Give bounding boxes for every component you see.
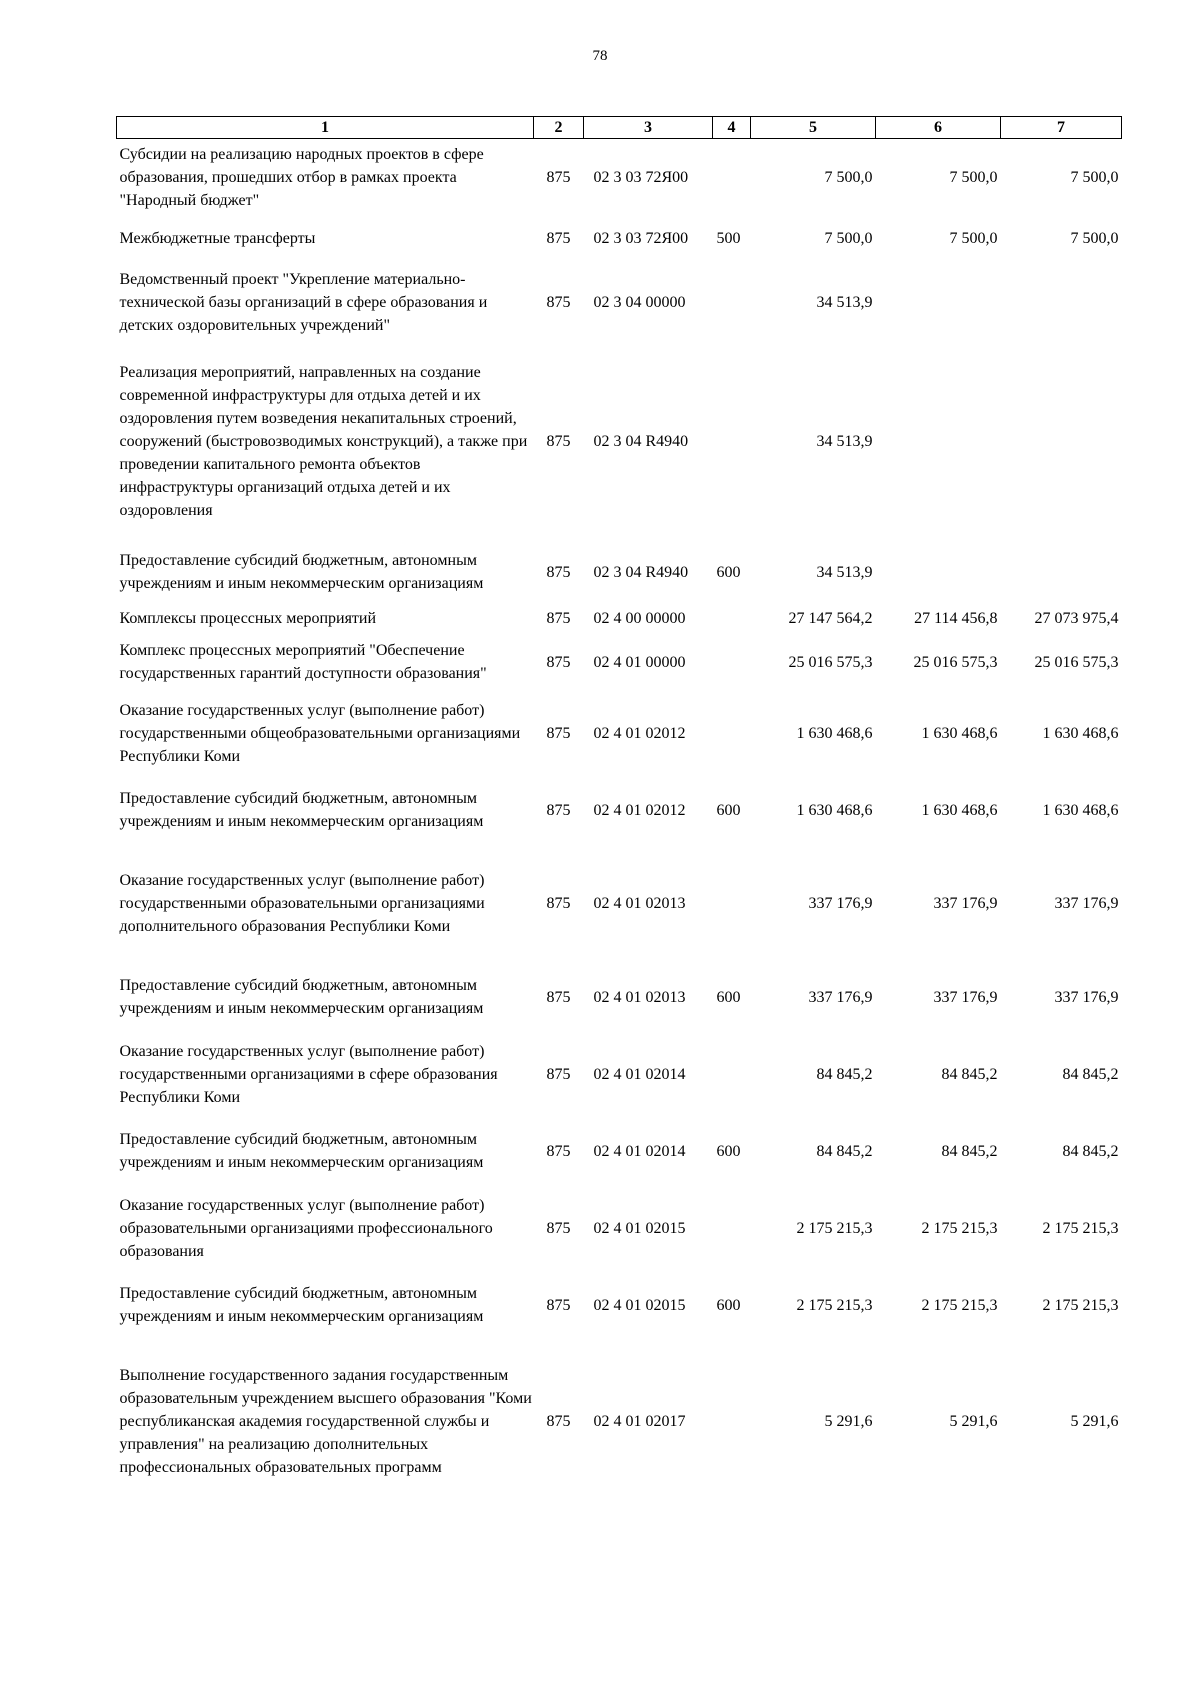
row-value-col6: 1 630 468,6 [921,724,998,742]
table-row [117,1344,1122,1500]
row-expense-type: 600 [716,988,741,1006]
row-name: Предоставление субсидий бюджетным, автономным учреждениям и иным некоммерческим организациям [119,977,484,1017]
row-value-col7: 7 500,0 [1070,169,1119,187]
row-value-col7: 84 845,2 [1062,1142,1119,1160]
row-expense-type [713,139,751,217]
row-target-code: 02 4 01 02012 [593,801,686,819]
header-col-1: 1 [117,117,534,139]
row-target-code: 02 4 01 02014 [593,1142,686,1160]
table-row [117,1113,1122,1190]
header-col-6: 6 [876,117,1001,139]
header-col-5: 5 [751,117,876,139]
row-name: Предоставление субсидий бюджетным, автономным учреждениям и иным некоммерческим организациям [119,1285,484,1325]
row-value-col6 [876,346,1001,538]
row-value-col7 [1001,346,1122,538]
row-value-col5: 1 630 468,6 [796,801,873,819]
row-name: Оказание государственных услуг (выполнение работ) государственными образовательными организациями дополнительного образования Республики Коми [119,872,485,935]
row-value-col6: 337 176,9 [933,988,998,1006]
table-row [117,772,1122,849]
row-value-col7: 1 630 468,6 [1042,724,1119,742]
row-expense-type: 500 [716,229,741,247]
row-name: Ведомственный проект "Укрепление материально-технической базы организаций в сфере образования и детских оздоровительных учреждений" [119,271,488,334]
row-grbs-code: 875 [546,988,571,1006]
table-row [117,260,1122,346]
row-value-col5: 7 500,0 [824,229,873,247]
row-value-col5: 27 147 564,2 [788,609,873,627]
row-value-col5: 34 513,9 [816,433,873,450]
header-col-4: 4 [713,117,751,139]
row-expense-type [713,607,751,630]
row-value-col7: 2 175 215,3 [1042,1296,1119,1314]
row-value-col7: 27 073 975,4 [1034,609,1119,627]
row-expense-type [713,630,751,695]
row-value-col5: 337 176,9 [808,988,873,1006]
row-name: Комплексы процессных мероприятий [119,609,377,627]
row-value-col7: 337 176,9 [1054,895,1119,912]
row-name: Выполнение государственного задания государственным образовательным учреждением высшего образования "Коми республиканская академия государственной службы и управления" на реализацию дополнительных профессиональных образовательных программ [119,1367,532,1476]
budget-table [116,116,1122,1500]
row-value-col5: 34 513,9 [816,294,873,311]
row-target-code: 02 4 01 00000 [593,653,686,671]
row-target-code: 02 3 03 72Я00 [593,169,689,187]
row-name: Реализация мероприятий, направленных на создание современной инфраструктуры для отдыха детей и их оздоровления путем возведения некапитальных строений, сооружений (быстровозводимых конструкций), а также при проведении капитального ремонта объектов инфраструктуры организаций отдыха детей и их оздоровления [119,364,528,519]
row-value-col6: 5 291,6 [949,1413,998,1430]
row-value-col6: 84 845,2 [941,1142,998,1160]
row-value-col7: 25 016 575,3 [1034,653,1119,671]
row-grbs-code: 875 [546,1065,571,1083]
row-value-col7: 7 500,0 [1070,229,1119,247]
row-target-code: 02 3 04 R4940 [593,563,689,581]
row-target-code: 02 4 01 02015 [593,1296,686,1314]
row-value-col5: 2 175 215,3 [796,1296,873,1314]
row-value-col7: 2 175 215,3 [1042,1219,1119,1237]
row-expense-type: 600 [716,1296,741,1314]
row-value-col6: 7 500,0 [949,229,998,247]
row-target-code: 02 4 00 00000 [593,609,686,627]
row-name: Субсидии на реализацию народных проектов в сфере образования, прошедших отбор в рамках проекта "Народный бюджет" [119,146,484,210]
row-value-col7: 84 845,2 [1062,1065,1119,1083]
row-grbs-code: 875 [546,1219,571,1237]
table-header [117,117,1122,139]
row-value-col6: 7 500,0 [949,169,998,187]
table-row [117,695,1122,772]
row-value-col7: 5 291,6 [1070,1413,1119,1430]
row-expense-type [713,849,751,959]
row-value-col7 [1001,538,1122,607]
table-row [117,346,1122,538]
row-grbs-code: 875 [546,433,571,450]
row-expense-type: 600 [716,563,741,581]
page-number: 78 [592,48,608,64]
row-value-col6: 1 630 468,6 [921,801,998,819]
row-value-col6 [876,538,1001,607]
table-row [117,538,1122,607]
row-value-col5: 2 175 215,3 [796,1219,873,1237]
row-target-code: 02 3 04 00000 [593,294,686,311]
row-value-col5: 84 845,2 [816,1142,873,1160]
row-expense-type [713,1190,751,1267]
row-grbs-code: 875 [546,563,571,581]
row-grbs-code: 875 [546,294,571,311]
row-value-col6: 25 016 575,3 [913,653,998,671]
row-grbs-code: 875 [546,1142,571,1160]
row-expense-type [713,260,751,346]
row-target-code: 02 4 01 02013 [593,988,686,1006]
row-expense-type: 600 [716,1142,741,1160]
row-name: Предоставление субсидий бюджетным, автономным учреждениям и иным некоммерческим организациям [119,790,484,830]
row-value-col5: 7 500,0 [824,169,873,187]
table-row [117,139,1122,217]
row-value-col5: 337 176,9 [808,895,873,912]
row-value-col6 [876,260,1001,346]
row-expense-type [713,695,751,772]
row-value-col7: 1 630 468,6 [1042,801,1119,819]
row-value-col5: 84 845,2 [816,1065,873,1083]
row-value-col5: 1 630 468,6 [796,724,873,742]
row-grbs-code: 875 [546,724,571,742]
table-body [117,139,1122,1500]
row-name: Оказание государственных услуг (выполнение работ) государственными общеобразовательными организациями Республики Коми [119,701,521,765]
row-value-col7: 337 176,9 [1054,988,1119,1006]
row-grbs-code: 875 [546,653,571,671]
row-grbs-code: 875 [546,609,571,627]
row-name: Комплекс процессных мероприятий "Обеспечение государственных гарантий доступности образования" [119,642,487,682]
row-name: Предоставление субсидий бюджетным, автономным учреждениям и иным некоммерческим организациям [119,1131,484,1171]
row-name: Оказание государственных услуг (выполнение работ) государственными организациями в сфере образования Республики Коми [119,1042,498,1106]
header-row [117,117,1122,139]
row-value-col6: 2 175 215,3 [921,1296,998,1314]
row-grbs-code: 875 [546,1296,571,1314]
row-target-code: 02 4 01 02017 [593,1413,686,1430]
row-grbs-code: 875 [546,229,571,247]
header-col-3: 3 [584,117,713,139]
row-target-code: 02 4 01 02012 [593,724,686,742]
table-row [117,959,1122,1036]
row-target-code: 02 3 04 R4940 [593,433,689,450]
table-row [117,217,1122,260]
row-grbs-code: 875 [546,169,571,187]
table-row [117,1190,1122,1267]
row-value-col6: 84 845,2 [941,1065,998,1083]
row-grbs-code: 875 [546,801,571,819]
table-row [117,607,1122,630]
row-name: Оказание государственных услуг (выполнение работ) образовательными организациями профессионального образования [119,1196,493,1260]
row-grbs-code: 875 [546,1413,571,1430]
row-name: Предоставление субсидий бюджетным, автономным учреждениям и иным некоммерческим организациям [119,552,484,592]
header-col-2: 2 [534,117,584,139]
row-name: Межбюджетные трансферты [119,229,316,247]
row-value-col6: 27 114 456,8 [914,609,998,627]
table-row [117,1267,1122,1344]
row-expense-type [713,346,751,538]
row-expense-type [713,1344,751,1500]
row-grbs-code: 875 [546,895,571,912]
table-row [117,1036,1122,1113]
header-col-7: 7 [1001,117,1122,139]
row-value-col7 [1001,260,1122,346]
row-target-code: 02 3 03 72Я00 [593,229,689,247]
row-value-col6: 337 176,9 [933,895,998,912]
row-expense-type: 600 [716,801,741,819]
row-expense-type [713,1036,751,1113]
row-value-col5: 5 291,6 [824,1413,873,1430]
row-value-col6: 2 175 215,3 [921,1219,998,1237]
row-target-code: 02 4 01 02013 [593,895,686,912]
row-target-code: 02 4 01 02014 [593,1065,686,1083]
row-value-col5: 34 513,9 [816,563,873,581]
row-target-code: 02 4 01 02015 [593,1219,686,1237]
row-value-col5: 25 016 575,3 [788,653,873,671]
table-row [117,630,1122,695]
table-row [117,849,1122,959]
